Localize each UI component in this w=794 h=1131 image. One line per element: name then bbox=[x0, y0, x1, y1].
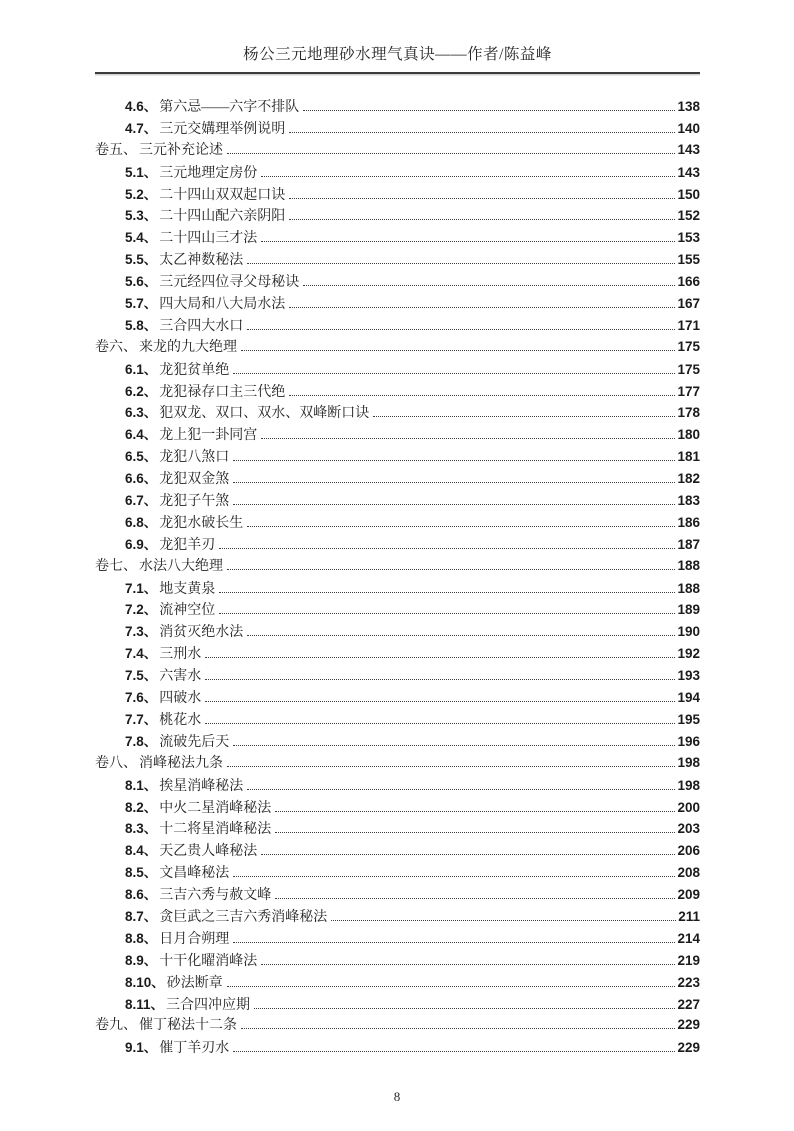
toc-entry-page: 140 bbox=[677, 120, 700, 136]
toc-entry-page: 198 bbox=[677, 754, 700, 770]
toc-entry-title: 砂法断章 bbox=[166, 975, 223, 991]
dot-leader bbox=[303, 285, 675, 286]
dot-leader bbox=[289, 395, 675, 396]
toc-entry bbox=[95, 248, 700, 270]
toc-entry-number: 6.4、 bbox=[125, 427, 158, 443]
toc-entry-title: 四大局和八大局水法 bbox=[159, 297, 286, 313]
toc-entry-title: 六害水 bbox=[159, 669, 202, 685]
dot-leader bbox=[247, 263, 675, 264]
toc-entry bbox=[95, 467, 700, 489]
toc-entry bbox=[95, 1014, 700, 1036]
toc-entry bbox=[95, 752, 700, 774]
toc-entry-title: 犯双龙、双口、双水、双峰断口诀 bbox=[159, 406, 370, 422]
toc-entry-page: 166 bbox=[677, 274, 700, 290]
toc-entry bbox=[95, 664, 700, 686]
toc-entry-title: 三元补充论述 bbox=[139, 142, 223, 158]
toc-entry-title: 第六忌——六字不排队 bbox=[159, 100, 300, 115]
table-of-contents bbox=[95, 95, 700, 1058]
toc-entry bbox=[95, 686, 700, 708]
toc-entry bbox=[95, 445, 700, 467]
toc-entry-number: 7.6、 bbox=[125, 690, 158, 706]
toc-entry-page: 229 bbox=[677, 1017, 700, 1033]
toc-entry-number: 6.3、 bbox=[125, 405, 158, 421]
toc-entry bbox=[95, 139, 700, 161]
toc-entry-title: 流神空位 bbox=[159, 603, 216, 619]
toc-entry bbox=[95, 949, 700, 971]
dot-leader bbox=[205, 723, 675, 724]
toc-entry bbox=[95, 358, 700, 380]
dot-leader bbox=[205, 701, 675, 702]
toc-entry bbox=[95, 577, 700, 599]
dot-leader bbox=[247, 329, 675, 330]
toc-entry-number: 9.1、 bbox=[125, 1040, 158, 1056]
toc-entry-page: 223 bbox=[677, 974, 700, 990]
toc-entry-number: 8.11、 bbox=[125, 996, 165, 1012]
toc-entry-number: 8.8、 bbox=[125, 930, 158, 946]
toc-entry-page: 167 bbox=[677, 296, 700, 312]
dot-leader bbox=[247, 526, 675, 527]
header-divider bbox=[95, 72, 700, 74]
toc-entry bbox=[95, 971, 700, 993]
toc-entry bbox=[95, 708, 700, 730]
toc-entry-title: 催丁羊刃水 bbox=[159, 1041, 230, 1057]
dot-leader bbox=[233, 876, 675, 877]
dot-leader bbox=[205, 657, 675, 658]
toc-entry-number: 8.7、 bbox=[125, 908, 158, 924]
toc-entry-page: 189 bbox=[677, 602, 700, 618]
toc-entry-title: 三吉六秀与赦文峰 bbox=[159, 888, 272, 904]
toc-entry bbox=[95, 117, 700, 139]
dot-leader bbox=[219, 548, 675, 549]
toc-entry-title: 四破水 bbox=[159, 691, 202, 707]
toc-entry-page: 152 bbox=[677, 208, 700, 224]
dot-leader bbox=[233, 504, 675, 505]
page-header bbox=[95, 42, 700, 74]
toc-entry-page: 209 bbox=[677, 887, 700, 903]
toc-entry-number: 6.6、 bbox=[125, 471, 158, 487]
toc-entry-number: 6.8、 bbox=[125, 514, 158, 530]
toc-entry bbox=[95, 401, 700, 423]
toc-entry-number: 7.8、 bbox=[125, 733, 158, 749]
toc-entry-page: 203 bbox=[677, 821, 700, 837]
toc-entry bbox=[95, 314, 700, 336]
dot-leader bbox=[254, 1008, 675, 1009]
toc-entry-page: 171 bbox=[677, 317, 700, 333]
toc-entry-page: 198 bbox=[677, 777, 700, 793]
toc-entry-number: 8.6、 bbox=[125, 887, 158, 903]
toc-entry-number: 6.7、 bbox=[125, 493, 158, 509]
toc-entry-title: 三元交媾理举例说明 bbox=[159, 121, 286, 137]
dot-leader bbox=[261, 241, 675, 242]
dot-leader bbox=[261, 176, 675, 177]
toc-entry-title: 日月合朔理 bbox=[159, 931, 230, 947]
dot-leader bbox=[227, 569, 675, 570]
toc-entry bbox=[95, 620, 700, 642]
toc-entry bbox=[95, 336, 700, 358]
toc-entry bbox=[95, 883, 700, 905]
dot-leader bbox=[233, 482, 675, 483]
toc-entry-page: 181 bbox=[677, 449, 700, 465]
toc-entry-number: 7.1、 bbox=[125, 580, 158, 596]
dot-leader bbox=[233, 373, 675, 374]
toc-entry-page: 150 bbox=[677, 186, 700, 202]
toc-entry bbox=[95, 774, 700, 796]
toc-entry-page: 153 bbox=[677, 230, 700, 246]
toc-entry-page: 196 bbox=[677, 733, 700, 749]
toc-entry-page: 200 bbox=[677, 799, 700, 815]
toc-entry-title: 龙上犯一卦同宫 bbox=[159, 428, 258, 444]
toc-entry-number: 5.3、 bbox=[125, 208, 158, 224]
toc-entry-page: 186 bbox=[677, 514, 700, 530]
toc-entry-number: 5.1、 bbox=[125, 164, 158, 180]
toc-entry bbox=[95, 204, 700, 226]
dot-leader bbox=[219, 613, 675, 614]
dot-leader bbox=[289, 198, 675, 199]
toc-entry bbox=[95, 839, 700, 861]
toc-entry-page: 214 bbox=[677, 930, 700, 946]
toc-entry-title: 天乙贵人峰秘法 bbox=[159, 844, 258, 860]
toc-entry-page: 175 bbox=[677, 361, 700, 377]
toc-entry-page: 143 bbox=[677, 164, 700, 180]
page-footer bbox=[0, 1089, 794, 1105]
toc-entry-page: 183 bbox=[677, 493, 700, 509]
toc-entry-number: 5.4、 bbox=[125, 230, 158, 246]
toc-entry-title: 水法八大绝理 bbox=[139, 558, 223, 574]
dot-leader bbox=[261, 964, 675, 965]
toc-entry-title: 贪巨武之三吉六秀消峰秘法 bbox=[159, 909, 328, 925]
toc-entry-number: 卷六、 bbox=[95, 339, 137, 355]
dot-leader bbox=[233, 942, 675, 943]
toc-entry-title: 三元经四位寻父母秘诀 bbox=[159, 275, 300, 291]
toc-entry-title: 龙犯八煞口 bbox=[159, 450, 230, 466]
toc-entry-number: 5.6、 bbox=[125, 274, 158, 290]
toc-entry bbox=[95, 292, 700, 314]
toc-entry-number: 5.2、 bbox=[125, 186, 158, 202]
toc-entry-number: 5.5、 bbox=[125, 252, 158, 268]
toc-entry-title: 催丁秘法十二条 bbox=[139, 1018, 237, 1034]
toc-entry-number: 卷九、 bbox=[95, 1018, 137, 1034]
toc-entry bbox=[95, 730, 700, 752]
toc-entry-page: 192 bbox=[677, 646, 700, 662]
toc-entry-number: 5.8、 bbox=[125, 317, 158, 333]
toc-entry-title: 三合四冲应期 bbox=[166, 997, 251, 1013]
toc-entry-page: 219 bbox=[677, 952, 700, 968]
dot-leader bbox=[331, 920, 676, 921]
toc-entry-number: 8.4、 bbox=[125, 843, 158, 859]
toc-entry-number: 卷七、 bbox=[95, 558, 137, 574]
toc-entry-page: 138 bbox=[677, 99, 700, 114]
dot-leader bbox=[233, 745, 675, 746]
toc-entry bbox=[95, 1036, 700, 1058]
dot-leader bbox=[227, 153, 675, 154]
toc-entry-title: 龙犯子午煞 bbox=[159, 494, 230, 510]
dot-leader bbox=[227, 986, 676, 987]
dot-leader bbox=[289, 132, 675, 133]
toc-entry bbox=[95, 796, 700, 818]
dot-leader bbox=[241, 1028, 675, 1029]
dot-leader bbox=[241, 350, 675, 351]
toc-entry-page: 190 bbox=[677, 624, 700, 640]
toc-entry-title: 十二将星消峰秘法 bbox=[159, 822, 272, 838]
toc-entry-page: 193 bbox=[677, 668, 700, 684]
toc-entry-number: 8.9、 bbox=[125, 952, 158, 968]
toc-entry-title: 龙犯禄存口主三代绝 bbox=[159, 384, 286, 400]
toc-entry-page: 143 bbox=[677, 141, 700, 157]
toc-entry-number: 卷五、 bbox=[95, 142, 137, 158]
toc-entry-number: 4.7、 bbox=[125, 120, 158, 136]
toc-entry-number: 卷八、 bbox=[95, 755, 137, 771]
toc-entry bbox=[95, 533, 700, 555]
toc-entry-title: 中火二星消峰秘法 bbox=[159, 800, 272, 816]
toc-entry-page: 178 bbox=[677, 405, 700, 421]
toc-entry bbox=[95, 161, 700, 183]
toc-entry bbox=[95, 993, 700, 1015]
toc-entry-number: 5.7、 bbox=[125, 296, 158, 312]
toc-entry bbox=[95, 95, 700, 117]
toc-entry-page: 194 bbox=[677, 690, 700, 706]
toc-entry-title: 十干化曜消峰法 bbox=[159, 953, 258, 969]
toc-entry-title: 流破先后天 bbox=[159, 734, 230, 750]
dot-leader bbox=[275, 898, 675, 899]
toc-entry bbox=[95, 270, 700, 292]
toc-entry bbox=[95, 489, 700, 511]
toc-entry-page: 155 bbox=[677, 252, 700, 268]
toc-entry-title: 三元地理定房份 bbox=[159, 165, 258, 181]
dot-leader bbox=[289, 219, 675, 220]
dot-leader bbox=[205, 679, 675, 680]
toc-entry-title: 桃花水 bbox=[159, 712, 202, 728]
toc-entry-title: 三刑水 bbox=[159, 647, 202, 663]
toc-entry bbox=[95, 642, 700, 664]
toc-entry bbox=[95, 226, 700, 248]
toc-entry-number: 7.4、 bbox=[125, 646, 158, 662]
toc-entry-number: 8.10、 bbox=[125, 974, 165, 990]
dot-leader bbox=[275, 832, 675, 833]
toc-entry-number: 7.5、 bbox=[125, 668, 158, 684]
toc-entry-number: 6.5、 bbox=[125, 449, 158, 465]
toc-entry-page: 188 bbox=[677, 580, 700, 596]
dot-leader bbox=[227, 766, 675, 767]
toc-entry-page: 211 bbox=[678, 908, 700, 924]
toc-entry-number: 6.1、 bbox=[125, 361, 158, 377]
toc-entry-title: 挨星消峰秘法 bbox=[159, 778, 244, 794]
toc-entry bbox=[95, 861, 700, 883]
toc-entry bbox=[95, 183, 700, 205]
toc-entry-number: 7.3、 bbox=[125, 624, 158, 640]
toc-entry-page: 195 bbox=[677, 711, 700, 727]
dot-leader bbox=[373, 416, 675, 417]
toc-entry-number: 8.3、 bbox=[125, 821, 158, 837]
toc-entry bbox=[95, 555, 700, 577]
toc-entry-title: 消贫灭绝水法 bbox=[159, 625, 244, 641]
toc-entry bbox=[95, 598, 700, 620]
toc-entry-title: 龙犯双金煞 bbox=[159, 472, 230, 488]
dot-leader bbox=[247, 789, 675, 790]
toc-entry-number: 7.2、 bbox=[125, 602, 158, 618]
toc-entry-title: 地支黄泉 bbox=[159, 581, 216, 597]
toc-entry-title: 龙犯羊刃 bbox=[159, 537, 216, 553]
toc-entry-page: 229 bbox=[677, 1040, 700, 1056]
toc-entry-title: 文昌峰秘法 bbox=[159, 866, 230, 882]
toc-entry bbox=[95, 423, 700, 445]
toc-entry-title: 太乙神数秘法 bbox=[159, 253, 244, 269]
toc-entry-title: 二十四山双双起口诀 bbox=[159, 187, 286, 203]
toc-entry-page: 182 bbox=[677, 471, 700, 487]
header-title: 杨公三元地理砂水理气真诀——作者/陈益峰 bbox=[243, 46, 552, 63]
toc-entry-page: 208 bbox=[677, 865, 700, 881]
toc-entry-title: 来龙的九大绝理 bbox=[139, 339, 237, 355]
dot-leader bbox=[275, 811, 675, 812]
toc-entry-number: 6.9、 bbox=[125, 536, 158, 552]
toc-entry bbox=[95, 511, 700, 533]
toc-entry bbox=[95, 380, 700, 402]
dot-leader bbox=[303, 110, 675, 111]
toc-entry-page: 188 bbox=[677, 557, 700, 573]
toc-entry-number: 8.2、 bbox=[125, 799, 158, 815]
toc-entry bbox=[95, 905, 700, 927]
toc-entry-title: 龙犯贫单绝 bbox=[159, 362, 230, 378]
toc-entry-page: 187 bbox=[677, 536, 700, 552]
toc-entry-title: 龙犯水破长生 bbox=[159, 515, 244, 531]
toc-entry bbox=[95, 927, 700, 949]
toc-entry-page: 227 bbox=[677, 996, 700, 1012]
toc-entry-page: 177 bbox=[677, 383, 700, 399]
toc-entry-title: 二十四山三才法 bbox=[159, 231, 258, 247]
dot-leader bbox=[247, 635, 675, 636]
footer-page-number: 8 bbox=[393, 1089, 401, 1104]
toc-entry-page: 180 bbox=[677, 427, 700, 443]
toc-entry-number: 7.7、 bbox=[125, 711, 158, 727]
dot-leader bbox=[233, 460, 675, 461]
toc-entry bbox=[95, 817, 700, 839]
dot-leader bbox=[261, 438, 675, 439]
toc-entry-number: 4.6、 bbox=[125, 99, 158, 114]
dot-leader bbox=[219, 592, 675, 593]
toc-entry-title: 消峰秘法九条 bbox=[139, 755, 223, 771]
toc-entry-number: 6.2、 bbox=[125, 383, 158, 399]
toc-entry-number: 8.1、 bbox=[125, 777, 158, 793]
dot-leader bbox=[289, 307, 675, 308]
toc-entry-title: 二十四山配六亲阴阳 bbox=[159, 209, 286, 225]
dot-leader bbox=[261, 854, 675, 855]
toc-entry-number: 8.5、 bbox=[125, 865, 158, 881]
toc-entry-page: 206 bbox=[677, 843, 700, 859]
toc-entry-title: 三合四大水口 bbox=[159, 318, 244, 334]
toc-entry-page: 175 bbox=[677, 338, 700, 354]
dot-leader bbox=[233, 1051, 675, 1052]
